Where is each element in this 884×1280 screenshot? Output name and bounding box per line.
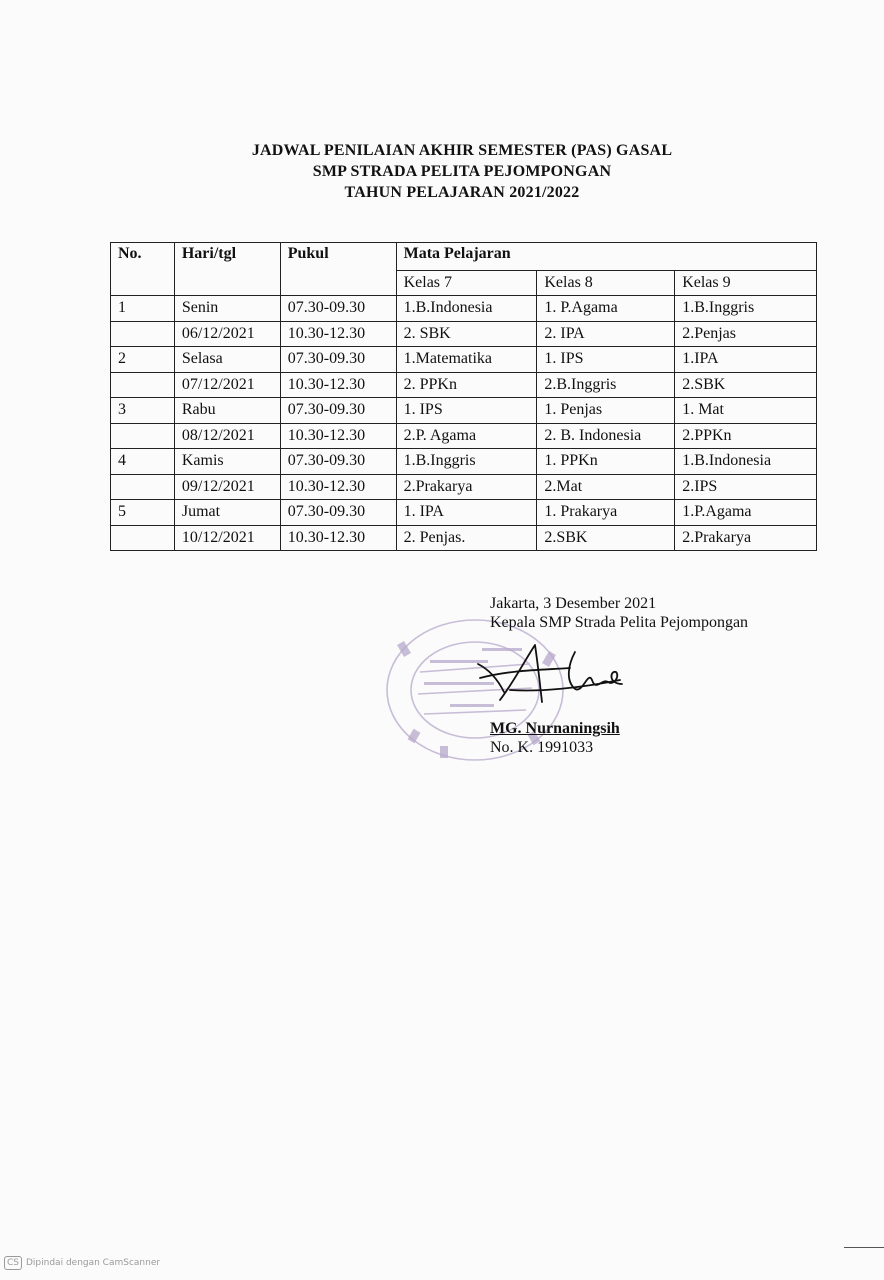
header-kelas-8: Kelas 8 xyxy=(537,270,675,296)
day-date: 07/12/2021 xyxy=(174,372,280,398)
day-number: 4 xyxy=(111,449,175,475)
scanner-watermark: Dipindai dengan CamScanner xyxy=(26,1258,161,1268)
time-slot: 07.30-09.30 xyxy=(280,296,396,322)
title-line-2: SMP STRADA PELITA PEJOMPONGAN xyxy=(312,163,612,180)
edge-mark xyxy=(844,1247,884,1248)
day-name: Rabu xyxy=(174,398,280,424)
day-number-empty xyxy=(111,474,175,500)
table-row xyxy=(111,474,817,500)
subject-kelas-8: 1. IPS xyxy=(537,347,675,373)
day-number-empty xyxy=(111,525,175,551)
day-date: 06/12/2021 xyxy=(174,321,280,347)
time-slot: 10.30-12.30 xyxy=(280,321,396,347)
header-pukul: Pukul xyxy=(280,243,396,296)
subject-kelas-7: 1. IPS xyxy=(396,398,537,424)
subject-kelas-7: 1.Matematika xyxy=(396,347,537,373)
header-no: No. xyxy=(111,243,175,296)
day-number: 5 xyxy=(111,500,175,526)
subject-kelas-8: 2.SBK xyxy=(537,525,675,551)
subject-kelas-9: 1.B.Inggris xyxy=(675,296,817,322)
subject-kelas-9: 1.B.Indonesia xyxy=(675,449,817,475)
subject-kelas-7: 2.Prakarya xyxy=(396,474,537,500)
subject-kelas-9: 2.IPS xyxy=(675,474,817,500)
time-slot: 10.30-12.30 xyxy=(280,474,396,500)
time-slot: 07.30-09.30 xyxy=(280,398,396,424)
table-header-row xyxy=(111,243,817,271)
subject-kelas-9: 2.PPKn xyxy=(675,423,817,449)
time-slot: 10.30-12.30 xyxy=(280,525,396,551)
table-row xyxy=(111,398,817,424)
signer-position: Kepala SMP Strada Pelita Pejompongan xyxy=(490,614,749,631)
exam-schedule-table xyxy=(110,242,817,551)
table-row xyxy=(111,347,817,373)
subject-kelas-9: 2.Prakarya xyxy=(675,525,817,551)
day-number-empty xyxy=(111,321,175,347)
subject-kelas-7: 1. IPA xyxy=(396,500,537,526)
subject-kelas-9: 2.Penjas xyxy=(675,321,817,347)
subject-kelas-8: 1. Penjas xyxy=(537,398,675,424)
subject-kelas-8: 2.Mat xyxy=(537,474,675,500)
document-title xyxy=(0,140,884,203)
day-date: 09/12/2021 xyxy=(174,474,280,500)
table-row xyxy=(111,525,817,551)
subject-kelas-7: 1.B.Indonesia xyxy=(396,296,537,322)
subject-kelas-9: 2.SBK xyxy=(675,372,817,398)
header-kelas-7: Kelas 7 xyxy=(396,270,537,296)
subject-kelas-7: 2. PPKn xyxy=(396,372,537,398)
day-date: 08/12/2021 xyxy=(174,423,280,449)
day-number: 3 xyxy=(111,398,175,424)
header-kelas-9: Kelas 9 xyxy=(675,270,817,296)
subject-kelas-7: 1.B.Inggris xyxy=(396,449,537,475)
table-row xyxy=(111,423,817,449)
table-row xyxy=(111,372,817,398)
subject-kelas-9: 1.P.Agama xyxy=(675,500,817,526)
subject-kelas-8: 2.B.Inggris xyxy=(537,372,675,398)
subject-kelas-7: 2. Penjas. xyxy=(396,525,537,551)
place-date: Jakarta, 3 Desember 2021 xyxy=(490,595,657,612)
day-name: Selasa xyxy=(174,347,280,373)
day-name: Senin xyxy=(174,296,280,322)
signer-name: MG. Nurnaningsih xyxy=(490,720,620,737)
time-slot: 07.30-09.30 xyxy=(280,449,396,475)
subject-kelas-7: 2. SBK xyxy=(396,321,537,347)
table-row xyxy=(111,500,817,526)
title-line-1: JADWAL PENILAIAN AKHIR SEMESTER (PAS) GASAL xyxy=(251,142,673,159)
subject-kelas-9: 1.IPA xyxy=(675,347,817,373)
camscanner-logo-icon: CS xyxy=(4,1256,22,1270)
subject-kelas-8: 1. Prakarya xyxy=(537,500,675,526)
subject-kelas-7: 2.P. Agama xyxy=(396,423,537,449)
subject-kelas-8: 2. B. Indonesia xyxy=(537,423,675,449)
subject-kelas-8: 2. IPA xyxy=(537,321,675,347)
time-slot: 07.30-09.30 xyxy=(280,347,396,373)
scanner-footer xyxy=(4,1256,160,1270)
header-mata-pelajaran: Mata Pelajaran xyxy=(396,243,816,271)
day-number: 2 xyxy=(111,347,175,373)
day-name: Jumat xyxy=(174,500,280,526)
subject-kelas-9: 1. Mat xyxy=(675,398,817,424)
table-row xyxy=(111,321,817,347)
title-line-3: TAHUN PELAJARAN 2021/2022 xyxy=(344,184,580,201)
subject-kelas-8: 1. P.Agama xyxy=(537,296,675,322)
day-date: 10/12/2021 xyxy=(174,525,280,551)
table-row xyxy=(111,296,817,322)
day-number-empty xyxy=(111,423,175,449)
time-slot: 07.30-09.30 xyxy=(280,500,396,526)
subject-kelas-8: 1. PPKn xyxy=(537,449,675,475)
table-row xyxy=(111,449,817,475)
day-number: 1 xyxy=(111,296,175,322)
header-hari: Hari/tgl xyxy=(174,243,280,296)
signature-block xyxy=(490,594,748,632)
signature-icon xyxy=(470,640,630,710)
time-slot: 10.30-12.30 xyxy=(280,423,396,449)
signer-number: No. K. 1991033 xyxy=(490,739,594,756)
day-number-empty xyxy=(111,372,175,398)
day-name: Kamis xyxy=(174,449,280,475)
time-slot: 10.30-12.30 xyxy=(280,372,396,398)
